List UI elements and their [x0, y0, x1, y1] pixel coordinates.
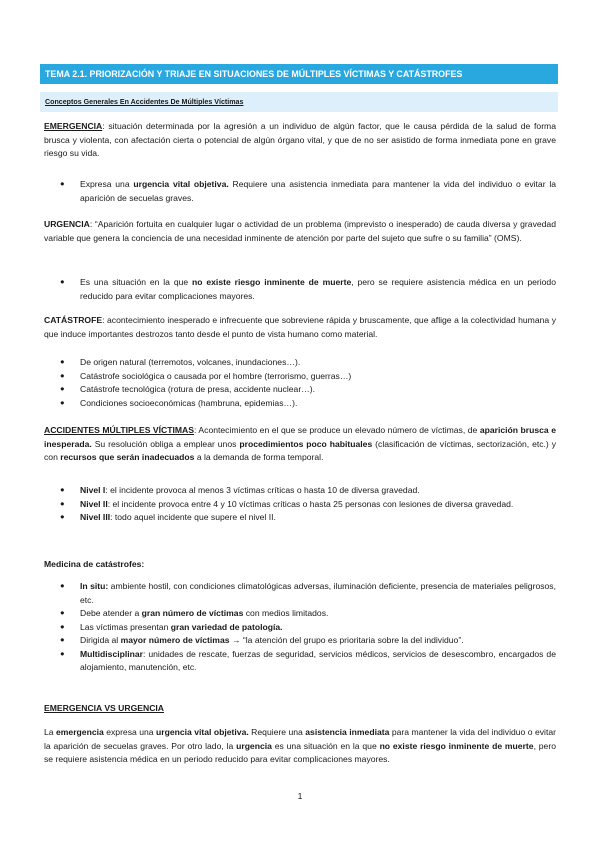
- list-item: ● Expresa una urgencia vital objetiva. Requiere una asistencia inmediata para mantener la vida del individuo o evitar la aparición de secuelas graves.: [60, 178, 556, 205]
- medicina-list: [60, 580, 556, 675]
- urgencia-term: URGENCIA: [44, 219, 90, 229]
- vs-heading: EMERGENCIA VS URGENCIA: [44, 703, 165, 713]
- list-item: ● Multidisciplinar: unidades de rescate, fuerzas de seguridad, servicios médicos, servicios de desescombro, encargados de alojamiento, manutención, etc.: [60, 648, 556, 675]
- list-item: ● Es una situación en la que no existe riesgo inminente de muerte, pero se requiere asistencia médica en un periodo reducido para evitar complicaciones mayores.: [60, 276, 556, 303]
- urgencia-bullets: [60, 276, 556, 303]
- page-number: 1: [297, 791, 303, 801]
- list-item: ● De origen natural (terremotos, volcanes, inundaciones…).: [60, 356, 556, 370]
- emergencia-definition: EMERGENCIA: situación determinada por la agresión a un individuo de algún factor, que le causa pérdida de la salud de forma brusca y violenta, con afectación cierta o potencial de algún órgano vital, y que de no ser asistido de forma inmediata pone en grave riesgo su vida.: [44, 121, 556, 159]
- medicina-heading: Medicina de catástrofes:: [44, 559, 145, 569]
- amv-term: ACCIDENTES MÚLTIPLES VÍCTIMAS: [44, 425, 194, 435]
- emergencia-term: EMERGENCIA: [44, 121, 103, 131]
- section-subtitle: Conceptos Generales En Accidentes De Múltiples Víctimas: [40, 92, 558, 112]
- amv-definition: ACCIDENTES MÚLTIPLES VÍCTIMAS: Acontecimiento en el que se produce un elevado número de víctimas, de aparición brusca e inesperada. Su resolución obliga a emplear unos procedimientos poco habituales (clasificación de víctimas, sectorización, etc.) y con recursos que serán inadecuados a la demanda de forma temporal.: [44, 425, 557, 463]
- urgencia-definition: URGENCIA: “Aparición fortuita en cualquier lugar o actividad de un problema (imprevisto o inesperado) de cauda diversa y gravedad variable que genera la conciencia de una necesidad inminente de atención por parte del sujeto que sufre o su familia” (OMS).: [44, 219, 556, 243]
- catastrofe-types-list: [60, 356, 556, 410]
- catastrofe-term: CATÁSTROFE: [44, 315, 103, 325]
- topic-title: TEMA 2.1. PRIORIZACIÓN Y TRIAJE EN SITUACIONES DE MÚLTIPLES VÍCTIMAS Y CATÁSTROFES: [40, 64, 558, 84]
- emergencia-bullets: [60, 178, 556, 205]
- list-item: ● Nivel III: todo aquel incidente que supere el nivel II.: [60, 511, 556, 525]
- list-item: ● Nivel II: el incidente provoca entre 4 y 10 víctimas críticas o hasta 25 personas con lesiones de diversa gravedad.: [60, 498, 556, 512]
- list-item: ● Catástrofe sociológica o causada por el hombre (terrorismo, guerras…): [60, 370, 556, 384]
- list-item: ● In situ: ambiente hostil, con condiciones climatológicas adversas, iluminación deficiente, presencia de materiales peligrosos, etc.: [60, 580, 556, 607]
- list-item: ● Nivel I: el incidente provoca al menos 3 víctimas críticas o hasta 10 de diversa gravedad.: [60, 484, 556, 498]
- list-item: ● Condiciones socioeconómicas (hambruna, epidemias…).: [60, 397, 556, 411]
- vs-paragraph: La emergencia expresa una urgencia vital objetiva. Requiere una asistencia inmediata para mantener la vida del individuo o evitar la aparición de secuelas graves. Por otro lado, la urgencia es una situación en la que no existe riesgo inminente de muerte, pero se requiere asistencia médica en un periodo reducido para evitar complicaciones mayores.: [44, 727, 556, 765]
- list-item: ● Dirigida al mayor número de víctimas → “la atención del grupo es prioritaria sobre la del individuo”.: [60, 634, 556, 648]
- list-item: ● Catástrofe tecnológica (rotura de presa, accidente nuclear…).: [60, 383, 556, 397]
- list-item: ● Debe atender a gran número de víctimas con medios limitados.: [60, 607, 556, 621]
- catastrofe-definition: CATÁSTROFE: acontecimiento inesperado e infrecuente que sobreviene rápida y bruscamente, que aflige a la colectividad humana y que induce importantes destrozos tanto desde el punto de vista humano como material.: [44, 315, 556, 339]
- list-item: ● Las víctimas presentan gran variedad de patología.: [60, 621, 556, 635]
- amv-levels-list: [60, 484, 556, 525]
